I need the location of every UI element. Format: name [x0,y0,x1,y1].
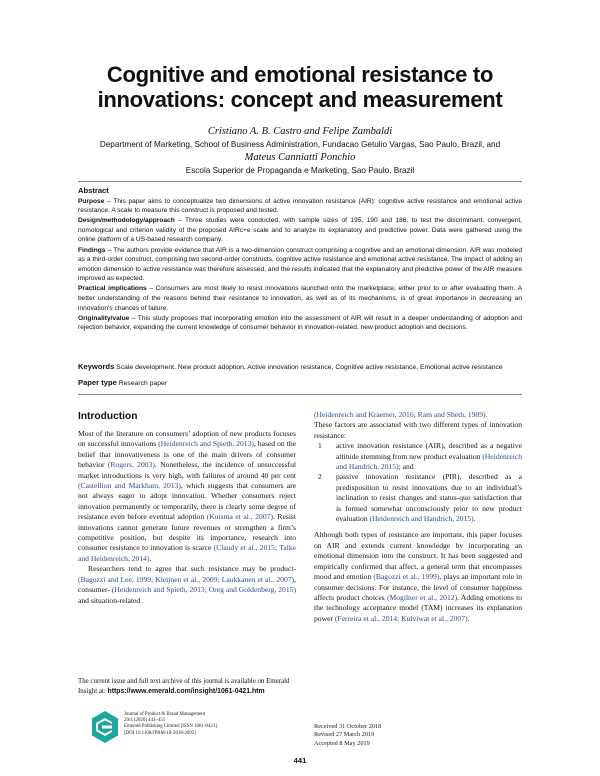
abstract-practical [78,284,522,313]
text-span: Although both types of resistance are important, this paper focuses on AIR and extends current knowledge by incorporating an emotional dimension into the construct. It has been suggested and empirically confirmed that affect, a general term that encompasses mood and emotion [314,530,522,582]
author-line-1: Cristiano A. B. Castro and Felipe Zambaldi [207,126,393,137]
keywords [78,362,522,373]
citation-link[interactable]: (Heidenreich and Spieth, 2013) [158,439,254,449]
journal-info [90,710,290,754]
date-received: Received 31 October 2018 [314,723,382,730]
citation-link[interactable]: (Castellion and Markham, 2013) [78,481,181,491]
text-span: and situation-related [78,595,141,605]
text-span: active innovation resistance (AIR), described as a negative attitude stemming from new product evaluation [336,441,522,461]
author-line-2: Mateus Canniatti Ponchio [244,152,356,163]
citation-link[interactable]: (Rogers, 2003) [107,460,155,470]
keywords-label: Keywords [78,362,115,371]
affiliation-1: Department of Marketing, School of Business Administration, Fundacao Getulio Vargas, Sao Paulo, Brazil, and [99,140,501,149]
text-span: , consumer- [78,574,296,595]
abstract-findings [78,246,522,284]
journal-name: Journal of Product & Brand Management [124,712,206,717]
paper-type-label: Paper type [78,378,117,387]
text-span: passive innovation resistance (PIR), described as a predisposition to resist innovations due to an individual’s inclination to resist changes and status-quo satisfaction that is formed somewhat unconsciously prior to new product evaluation [336,472,522,524]
intro-paragraph-1 [78,429,296,564]
archive-footnote [78,677,296,696]
journal-publisher: Emerald Publishing Limited [ISSN 1061-0421] [124,724,217,730]
findings-label: Findings [78,246,106,254]
abstract-originality [78,314,522,333]
article-dates [314,723,381,748]
journal-doi[interactable]: [DOI 10.1108/JPBM-10-2018-2092] [124,730,196,736]
right-column [314,410,522,624]
list-item [314,472,522,524]
right-paragraph-3 [314,530,522,624]
citation-link[interactable]: (Heidenreich and Handrich, 2015) [369,514,474,524]
citation-link[interactable]: (Claudy et al., 2015; Talke and Heidenreich, 2014) [78,543,296,563]
list-item [314,441,522,472]
text-span: . [149,553,152,563]
section-heading-introduction: Introduction [78,411,138,422]
text-span: . Adding emotions to the technology acceptance model (TAM) increases its explanation power [314,592,522,623]
originality-label: Originality/value [78,314,130,322]
text-span: , plays an important role in consumer decisions. For instance, the level of consumer happiness affects product choices [314,572,523,602]
resistance-types-list [314,441,522,524]
text-span: Most of the literature on consumers’ adoption of new products focuses on successful innovations [78,429,296,449]
footnote-url[interactable]: https://www.emerald.com/insight/1061-0421.htm [107,687,265,695]
text-span: . [467,613,470,623]
page-number: 441 [293,756,307,765]
citation-link[interactable]: (Ferreira et al., 2014; Kulviwat et al., 2007) [334,613,468,623]
citation-link[interactable]: (Kuisma et al., 2007) [206,512,273,522]
keywords-text: Scale development, New product adoption, Active innovation resistance, Cognitive active resistance, Emotional active resistance [114,364,503,371]
date-revised: Revised 27 March 2019 [314,731,375,739]
citation-link[interactable]: (Bagozzi et al., 1999) [373,572,440,582]
divider-top [78,181,522,182]
citation-link[interactable]: (Heidenreich and Handrich, 2015) [336,451,522,472]
left-column [78,429,296,606]
intro-paragraph-2 [78,564,296,606]
practical-text: – Consumers are most likely to resist innovations launched onto the marketplace, either prior to or after evaluating them. A better understanding of the reasons behind their resistance to innovation, as well as of its mechanisms, is of great importance in decreasing an innovation’s chances of failure. [78,285,522,312]
design-text: – Three studies were conducted, with sample sizes of 195, 190 and 186, to test the discriminant, convergent, nomological and criterion validity of the proposed AIRc+e scale and to analyze its explanatory and predictive power. Data were gathered using the online platform of a US-based research company. [78,217,522,244]
date-accepted: Accepted 8 May 2019 [314,739,370,747]
citation-link[interactable]: (Heidenreich and Kraemer, 2016; Ram and Sheth, 1989). [314,410,488,419]
title-line-2: innovations: concept and measurement [97,87,503,112]
citation-link[interactable]: (Bagozzi and Lee, 1999; Kleijnen et al., 2009; Laukkanen et al., 2007) [78,574,295,584]
divider-bottom [78,394,522,395]
findings-text: – The authors provide evidence that AIR is a two-dimension construct comprising a cognitive and an emotional dimension. AIR was modeled as a third-order construct, comprising two second-order constructs, cognitive active resistance and emotional active resistance. The impact of adding an emotion dimension to active resistance was therefore assessed, and the results indicated that the explanatory and predictive power of the AIR measure improved as expected. [78,246,522,283]
citation-link[interactable]: (Mogilner et al., 2012) [386,592,458,602]
emerald-logo-icon [90,710,120,744]
text-span: . Resist innovations cannot generate future revenues or strengthen a firm’s competitive position, but despite its importance, research into consumer resistance to innovation is scarce [78,512,296,553]
right-lead: These factors are associated with two different types of innovation resistance: [314,420,522,440]
title-line-1: Cognitive and emotional resistance to [106,62,494,87]
text-span: Researchers tend to agree that such resistance may be product- [88,564,296,574]
affiliation-2: Escola Superior de Propaganda e Marketing, Sao Paulo, Brazil [185,166,415,175]
text-span: ; and [398,462,414,472]
paper-type-text: Research paper [116,380,168,387]
design-label: Design/methodology/approach [78,217,175,225]
citation-link[interactable]: (Heidenreich and Spieth, 2013; Oreg and Goldenberg, 2015) [111,585,296,595]
right-top-citation [314,410,522,420]
purpose-label: Purpose [78,197,105,205]
list-number: 1 [318,441,322,451]
text-span: , based on the belief that innovativeness is one of the main drivers of consumer behavior [78,439,296,470]
list-number: 2 [318,472,322,482]
text-span: . Nonetheless, the incidence of unsuccessful market introductions is very high, with failures of around 40 per cent [78,460,296,480]
article-title [40,62,560,112]
originality-text: – This study proposes that incorporating emotion into the assessment of AIR will result in a deeper understanding of adoption and rejection behavior, expanding the current knowledge of consumer behavior in innovation-related, new product adoption and decisions. [78,314,522,332]
abstract-heading: Abstract [78,186,109,195]
journal-details [124,712,217,737]
abstract-purpose [78,197,522,216]
practical-label: Practical implications [78,285,147,293]
footnote-text: The current issue and full text archive of this journal is available on Emerald Insight at: [78,678,290,695]
purpose-text: – This paper aims to conceptualize two dimensions of active innovation resistance (AIR): cognitive active resistance and emotional active resistance. A scale to measure this construct is proposed and tested. [78,197,522,215]
paper-type [78,378,522,389]
abstract [78,186,522,333]
journal-volume: 29/4 (2020) 441–455 [124,718,166,724]
text-span: , which suggests that consumers are not always eager to adopt innovation. Whether consumers reject innovation permanently or temporarily, there is clearly some degree of resistance even before eventual adoption [78,481,296,522]
text-span: . [473,514,476,524]
abstract-design [78,216,522,245]
